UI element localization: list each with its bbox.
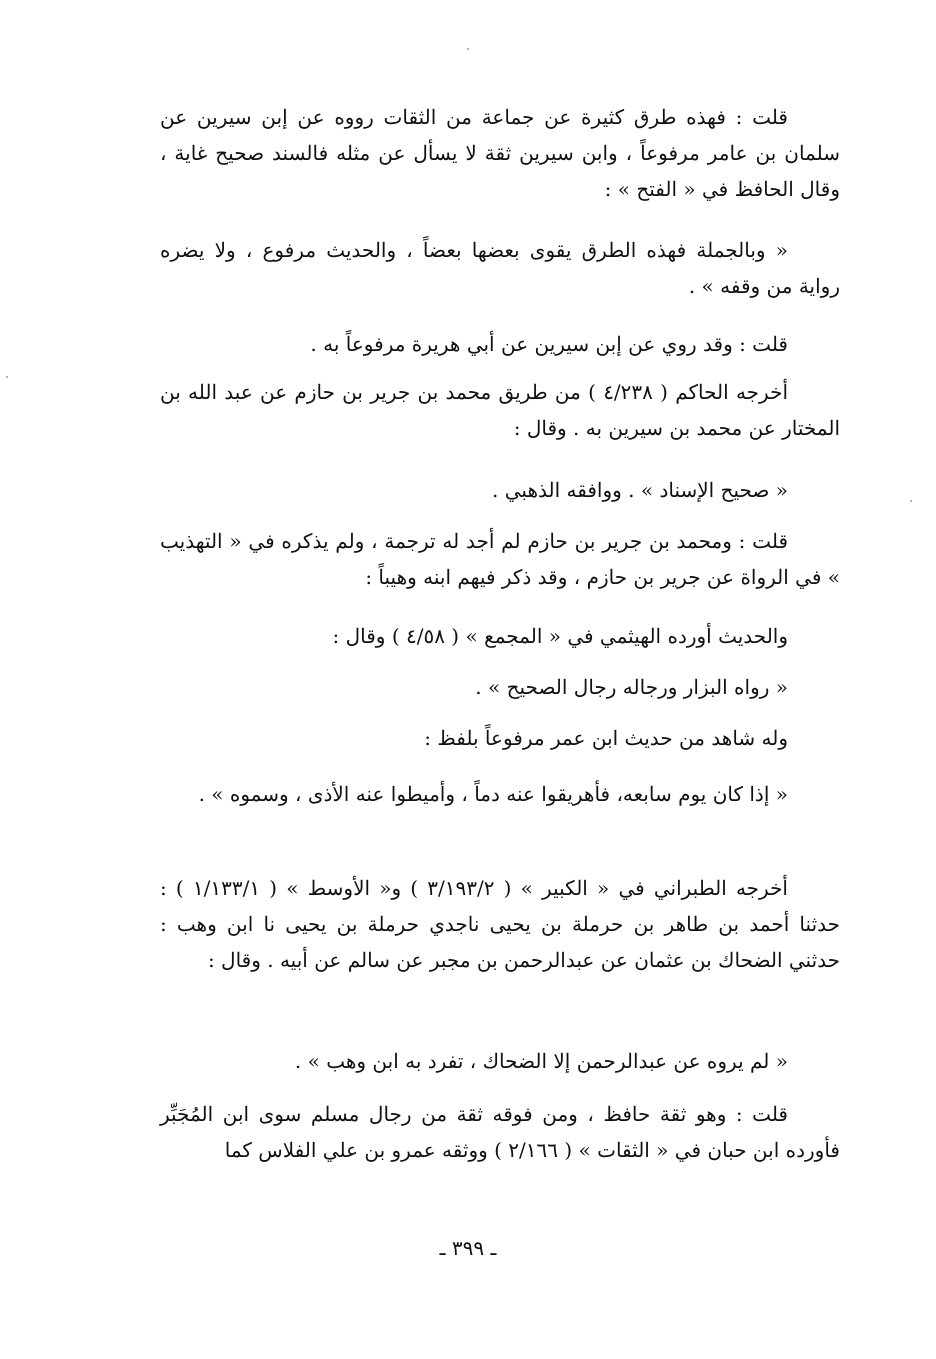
paragraph-12: « لم يروه عن عبدالرحمن إلا الضحاك ، تفرد به ابن وهب » . bbox=[294, 1049, 788, 1073]
scan-speck bbox=[910, 500, 912, 502]
paragraph-9: وله شاهد من حديث ابن عمر مرفوعاً بلفظ : bbox=[424, 726, 788, 750]
paragraph-10: « إذا كان يوم سابعه، فأهريقوا عنه دماً ، وأميطوا عنه الأذى ، وسموه » . bbox=[198, 782, 788, 806]
paragraph-8: « رواه البزار ورجاله رجال الصحيح » . bbox=[475, 675, 788, 699]
paragraph-6: قلت : ومحمد بن جرير بن حازم لم أجد له ترجمة ، ولم يذكره في « التهذيب » في الرواة عن جرير بن حازم ، وقد ذكر فيهم ابنه وهيباً : bbox=[160, 529, 840, 589]
paragraph-5: « صحيح الإسناد » . ووافقه الذهبي . bbox=[492, 478, 788, 502]
scan-speck bbox=[6, 376, 8, 378]
scan-speck bbox=[467, 48, 469, 50]
paragraph-4: أخرجه الحاكم ( ٤/٢٣٨ ) من طريق محمد بن جرير بن حازم عن عبد الله بن المختار عن محمد بن سيرين به . وقال : bbox=[160, 380, 840, 440]
paragraph-11: أخرجه الطبراني في « الكبير » ( ٣/١٩٣/٢ ) و« الأوسط » ( ١/١٣٣/١ ) : حدثنا أحمد بن طاهر بن حرملة بن يحيى ناجدي حرملة بن يحيى نا ابن وهب : حدثني الضحاك بن عثمان عن عبدالرحمن بن مجبر عن سالم عن أبيه . وقال : bbox=[160, 876, 840, 972]
paragraph-2: « وبالجملة فهذه الطرق يقوى بعضها بعضاً ، والحديث مرفوع ، ولا يضره رواية من وقفه » . bbox=[160, 238, 840, 298]
paragraph-13: قلت : وهو ثقة حافظ ، ومن فوقه ثقة من رجال مسلم سوى ابن المُجَبِّر فأورده ابن حبان في « الثقات » ( ٢/١٦٦ ) ووثقه عمرو بن علي الفلاس كما bbox=[160, 1102, 840, 1162]
page-number: ـ ٣٩٩ ـ bbox=[439, 1236, 497, 1260]
paragraph-7: والحديث أورده الهيثمي في « المجمع » ( ٤/٥٨ ) وقال : bbox=[332, 624, 788, 648]
paragraph-3: قلت : وقد روي عن إبن سيرين عن أبي هريرة مرفوعاً به . bbox=[310, 332, 788, 356]
paragraph-1: قلت : فهذه طرق كثيرة عن جماعة من الثقات رووه عن إبن سيرين عن سلمان بن عامر مرفوعاً ، وابن سيرين ثقة لا يسأل عن مثله فالسند صحيح غاية ، وقال الحافظ في « الفتح » : bbox=[160, 105, 840, 201]
